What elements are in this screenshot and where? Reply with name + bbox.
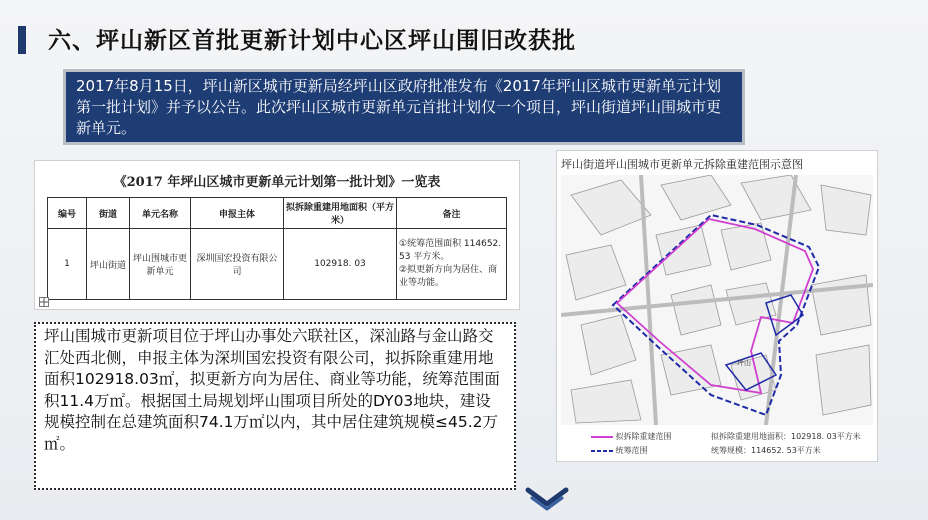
plan-table-image [34, 160, 520, 310]
col-header-street: 街道 [87, 198, 130, 229]
cell-unit: 坪山围城市更新单元 [130, 229, 191, 300]
cell-no: 1 [48, 229, 87, 300]
legend-demolish: 拟拆除重建范围 [591, 431, 672, 442]
col-header-unit: 单元名称 [130, 198, 191, 229]
map-card [556, 150, 878, 462]
legend-overall-area: 统筹规模：114652. 53平方米 [711, 446, 821, 455]
legend-overall: 统筹范围 [591, 445, 648, 456]
col-header-notes: 备注 [397, 198, 507, 229]
col-header-area: 拟拆除重建用地面积（平方米） [284, 198, 397, 229]
note-line-1: ①统筹范围面积 114652. 53 平方米。 [399, 239, 502, 262]
col-header-no: 编号 [48, 198, 87, 229]
project-description: 坪山围城市更新项目位于坪山办事处六联社区，深汕路与金山路交汇处西北侧，申报主体为深圳国宏投资有限公司，拟拆除重建用地面积102918.03㎡，拟更新方向为居住、商业等功能，统筹范围面积11.4万㎡。根据国土局规划坪山围项目所处的DY03地块，建设规模控制在总建筑面积74.1万㎡以内，其中居住建筑规模≤45.2万㎡。 [34, 322, 516, 490]
slide-title: 六、坪山新区首批更新计划中心区坪山围旧改获批 [48, 28, 576, 54]
cell-area: 102918. 03 [284, 229, 397, 300]
cell-street: 坪山街道 [87, 229, 130, 300]
table-row [48, 229, 507, 300]
cell-applicant: 深圳国宏投资有限公司 [191, 229, 284, 300]
map-title: 坪山街道坪山围城市更新单元拆除重建范围示意图 [561, 158, 803, 171]
col-header-applicant: 申报主体 [191, 198, 284, 229]
intro-box: 2017年8月15日，坪山新区城市更新局经坪山区政府批准发布《2017年坪山区城市更新单元计划第一批计划》并予以公告。此次坪山区城市更新单元首批计划仅一个项目，坪山街道坪山围城市更新单元。 [66, 72, 742, 142]
table-move-handle-icon[interactable] [39, 297, 49, 307]
legend-dashed-line-icon [591, 448, 613, 454]
site-map [561, 175, 873, 425]
legend-solid-line-icon [591, 434, 613, 440]
map-road-label: 坪山 [737, 359, 751, 367]
plan-table [47, 197, 507, 300]
legend-demolish-area: 拟拆除重建用地面积：102918. 03平方米 [711, 432, 861, 441]
note-line-2: ②拟更新方向为居住、商业等功能。 [399, 265, 498, 288]
chevron-down-icon[interactable] [524, 484, 570, 514]
table-title: 《2017 年坪山区城市更新单元计划第一批计划》一览表 [113, 175, 441, 190]
table-header-row [48, 198, 507, 229]
title-accent-bar [18, 26, 26, 54]
cell-notes [397, 229, 507, 300]
